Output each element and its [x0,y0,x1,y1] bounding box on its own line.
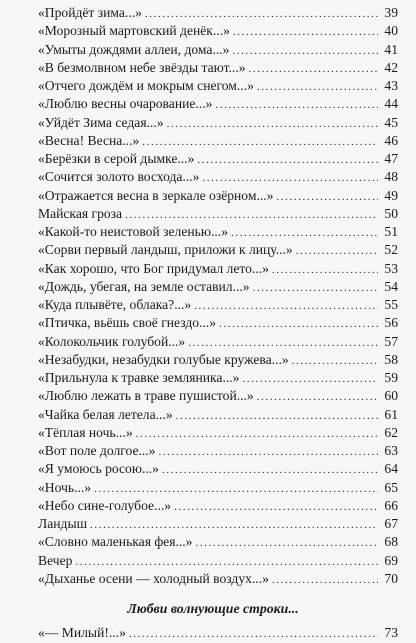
toc-entry-title: «Чайка белая летела...» [38,406,173,422]
toc-entry [38,114,398,132]
toc-entry-page-number: 70 [384,570,398,586]
toc-list [0,4,416,588]
dot-leader [276,188,378,206]
toc-section-list [0,624,416,642]
toc-entry-title: «Сочится золото восхода...» [38,169,200,185]
toc-entry-title: «Сорви первый ландыш, приложи к лицу...» [38,242,293,258]
toc-entry-page-number: 59 [384,370,398,385]
toc-entry-page-number: 40 [384,23,398,39]
toc-entry-page-number: 45 [384,114,398,130]
dot-leader [162,461,378,479]
dot-leader [257,388,378,406]
dot-leader [215,96,378,114]
toc-entry [38,241,398,259]
toc-entry [38,95,398,113]
dot-leader [94,480,378,498]
toc-entry-title: «Отчего дождём и мокрым снегом...» [38,78,254,93]
dot-leader [197,151,378,169]
dot-leader [125,206,378,224]
toc-entry-title: «Дождь, убегая, на земле оставил...» [38,278,250,294]
toc-entry [38,442,398,460]
toc-entry-title: Вечер [38,552,73,568]
toc-entry-page-number: 58 [384,351,398,367]
toc-entry-page-number: 51 [384,224,398,239]
toc-entry-page-number: 55 [384,297,398,312]
dot-leader [194,297,378,315]
toc-entry-title: «Весна! Весна...» [38,132,140,148]
toc-entry [38,570,398,588]
toc-entry-title: «Умыты дождями аллеи, дома...» [38,41,230,57]
dot-leader [129,625,378,643]
toc-entry-title: «Небо сине-голубое...» [38,497,172,513]
toc-entry-page-number: 49 [384,187,398,203]
dot-leader [292,352,378,370]
toc-entry-title: «Люблю весны очарование...» [38,96,213,112]
toc-entry-title: «Вот поле долгое...» [38,443,156,458]
dot-leader [253,279,378,297]
dot-leader [195,534,378,552]
toc-entry-page-number: 48 [384,169,398,185]
dot-leader [136,425,378,443]
dot-leader [174,498,378,516]
toc-entry [38,205,398,223]
toc-entry-page-number: 63 [384,443,398,458]
toc-entry-title: «Люблю лежать в траве пушистой...» [38,388,254,404]
dot-leader [272,261,378,279]
dot-leader [188,334,378,352]
toc-entry-page-number: 46 [384,132,398,148]
toc-entry-page-number: 42 [384,59,398,75]
toc-entry [38,479,398,497]
toc-entry-page-number: 65 [384,479,398,495]
toc-entry [38,424,398,442]
toc-entry-page-number: 50 [384,205,398,221]
toc-entry [38,351,398,369]
toc-entry-page-number: 43 [384,78,398,93]
toc-entry-title: «Берёзки в серой дымке...» [38,151,195,166]
dot-leader [296,242,378,260]
toc-entry-page-number: 60 [384,388,398,404]
toc-entry-title: «Незабудки, незабудки голубые кружева...» [38,351,289,367]
toc-entry [38,223,398,241]
toc-entry-page-number: 53 [384,260,398,276]
toc-entry-page-number: 67 [384,516,398,531]
toc-entry-title: «В безмолвном небе звёзды тают...» [38,59,246,75]
toc-entry-page-number: 39 [384,5,398,20]
dot-leader [176,407,378,425]
toc-entry-page-number: 73 [384,625,398,640]
toc-entry-page-number: 57 [384,333,398,349]
toc-entry [38,150,398,168]
dot-leader [242,370,378,388]
toc-entry [38,77,398,95]
dot-leader [167,115,378,133]
toc-entry-title: «Я умоюсь росою...» [38,461,159,477]
toc-entry-title: «Тёплая ночь...» [38,424,133,440]
toc-entry-title: «Прильнула к травке земляника...» [38,370,240,385]
toc-entry-title: «Колокольчик голубой...» [38,333,186,349]
toc-entry-title: «Дыханье осени — холодный воздух...» [38,570,269,586]
toc-entry [38,333,398,351]
dot-leader [142,133,378,151]
toc-entry [38,533,398,551]
dot-leader [158,443,378,461]
dot-leader [75,553,378,571]
toc-entry-title: «Как хорошо, что Бог придумал лето...» [38,260,269,276]
toc-entry-title: «Уйдёт Зима седая...» [38,114,164,130]
toc-entry [38,296,398,314]
toc-entry [38,406,398,424]
toc-entry-page-number: 41 [384,41,398,57]
dot-leader [232,42,378,60]
toc-entry-title: Майская гроза [38,205,123,221]
toc-entry-page-number: 62 [384,424,398,440]
toc-entry [38,278,398,296]
toc-entry [38,314,398,332]
toc-entry [38,168,398,186]
toc-entry-title: «Какой-то неистовой зеленью...» [38,224,228,239]
toc-entry-page-number: 69 [384,552,398,568]
toc-entry-page-number: 61 [384,406,398,422]
toc-entry-title: «Отражается весна в зеркале озёрном...» [38,187,274,203]
toc-entry [38,41,398,59]
toc-entry [38,497,398,515]
toc-entry-title: «— Милый!...» [38,625,126,640]
dot-leader [219,315,378,333]
toc-entry-title: «Куда плывёте, облака?...» [38,297,192,312]
toc-entry-title: «Птичка, вьёшь своё гнездо...» [38,315,217,331]
toc-entry-title: «Ночь...» [38,479,92,495]
toc-entry-page-number: 47 [384,151,398,166]
dot-leader [249,60,378,78]
section-heading [0,599,416,619]
section-heading-text: Любви волнующие строки... [127,601,299,616]
toc-entry-page-number: 64 [384,461,398,477]
toc-entry-title: «Пройдёт зима...» [38,5,142,20]
dot-leader [233,23,378,41]
toc-entry [38,260,398,278]
toc-entry-page-number: 66 [384,497,398,513]
toc-entry [38,460,398,478]
dot-leader [145,5,378,23]
toc-entry-page-number: 68 [384,534,398,550]
toc-entry-page-number: 52 [384,242,398,258]
toc-entry-title: «Словно маленькая фея...» [38,534,193,550]
dot-leader [202,169,378,187]
toc-entry-title: «Морозный мартовский денёк...» [38,23,230,39]
toc-entry [38,4,398,22]
toc-entry [38,624,398,642]
dot-leader [231,224,378,242]
toc-entry [38,132,398,150]
toc-entry [38,515,398,533]
toc-entry [38,552,398,570]
toc-entry [38,387,398,405]
dot-leader [257,78,378,96]
toc-entry [38,22,398,40]
toc-entry [38,187,398,205]
toc-entry-page-number: 54 [384,278,398,294]
toc-entry-page-number: 56 [384,315,398,331]
toc-entry-page-number: 44 [384,96,398,112]
toc-entry-title: Ландыш [38,516,88,531]
toc-entry [38,369,398,387]
dot-leader [90,516,378,534]
toc-entry [38,59,398,77]
